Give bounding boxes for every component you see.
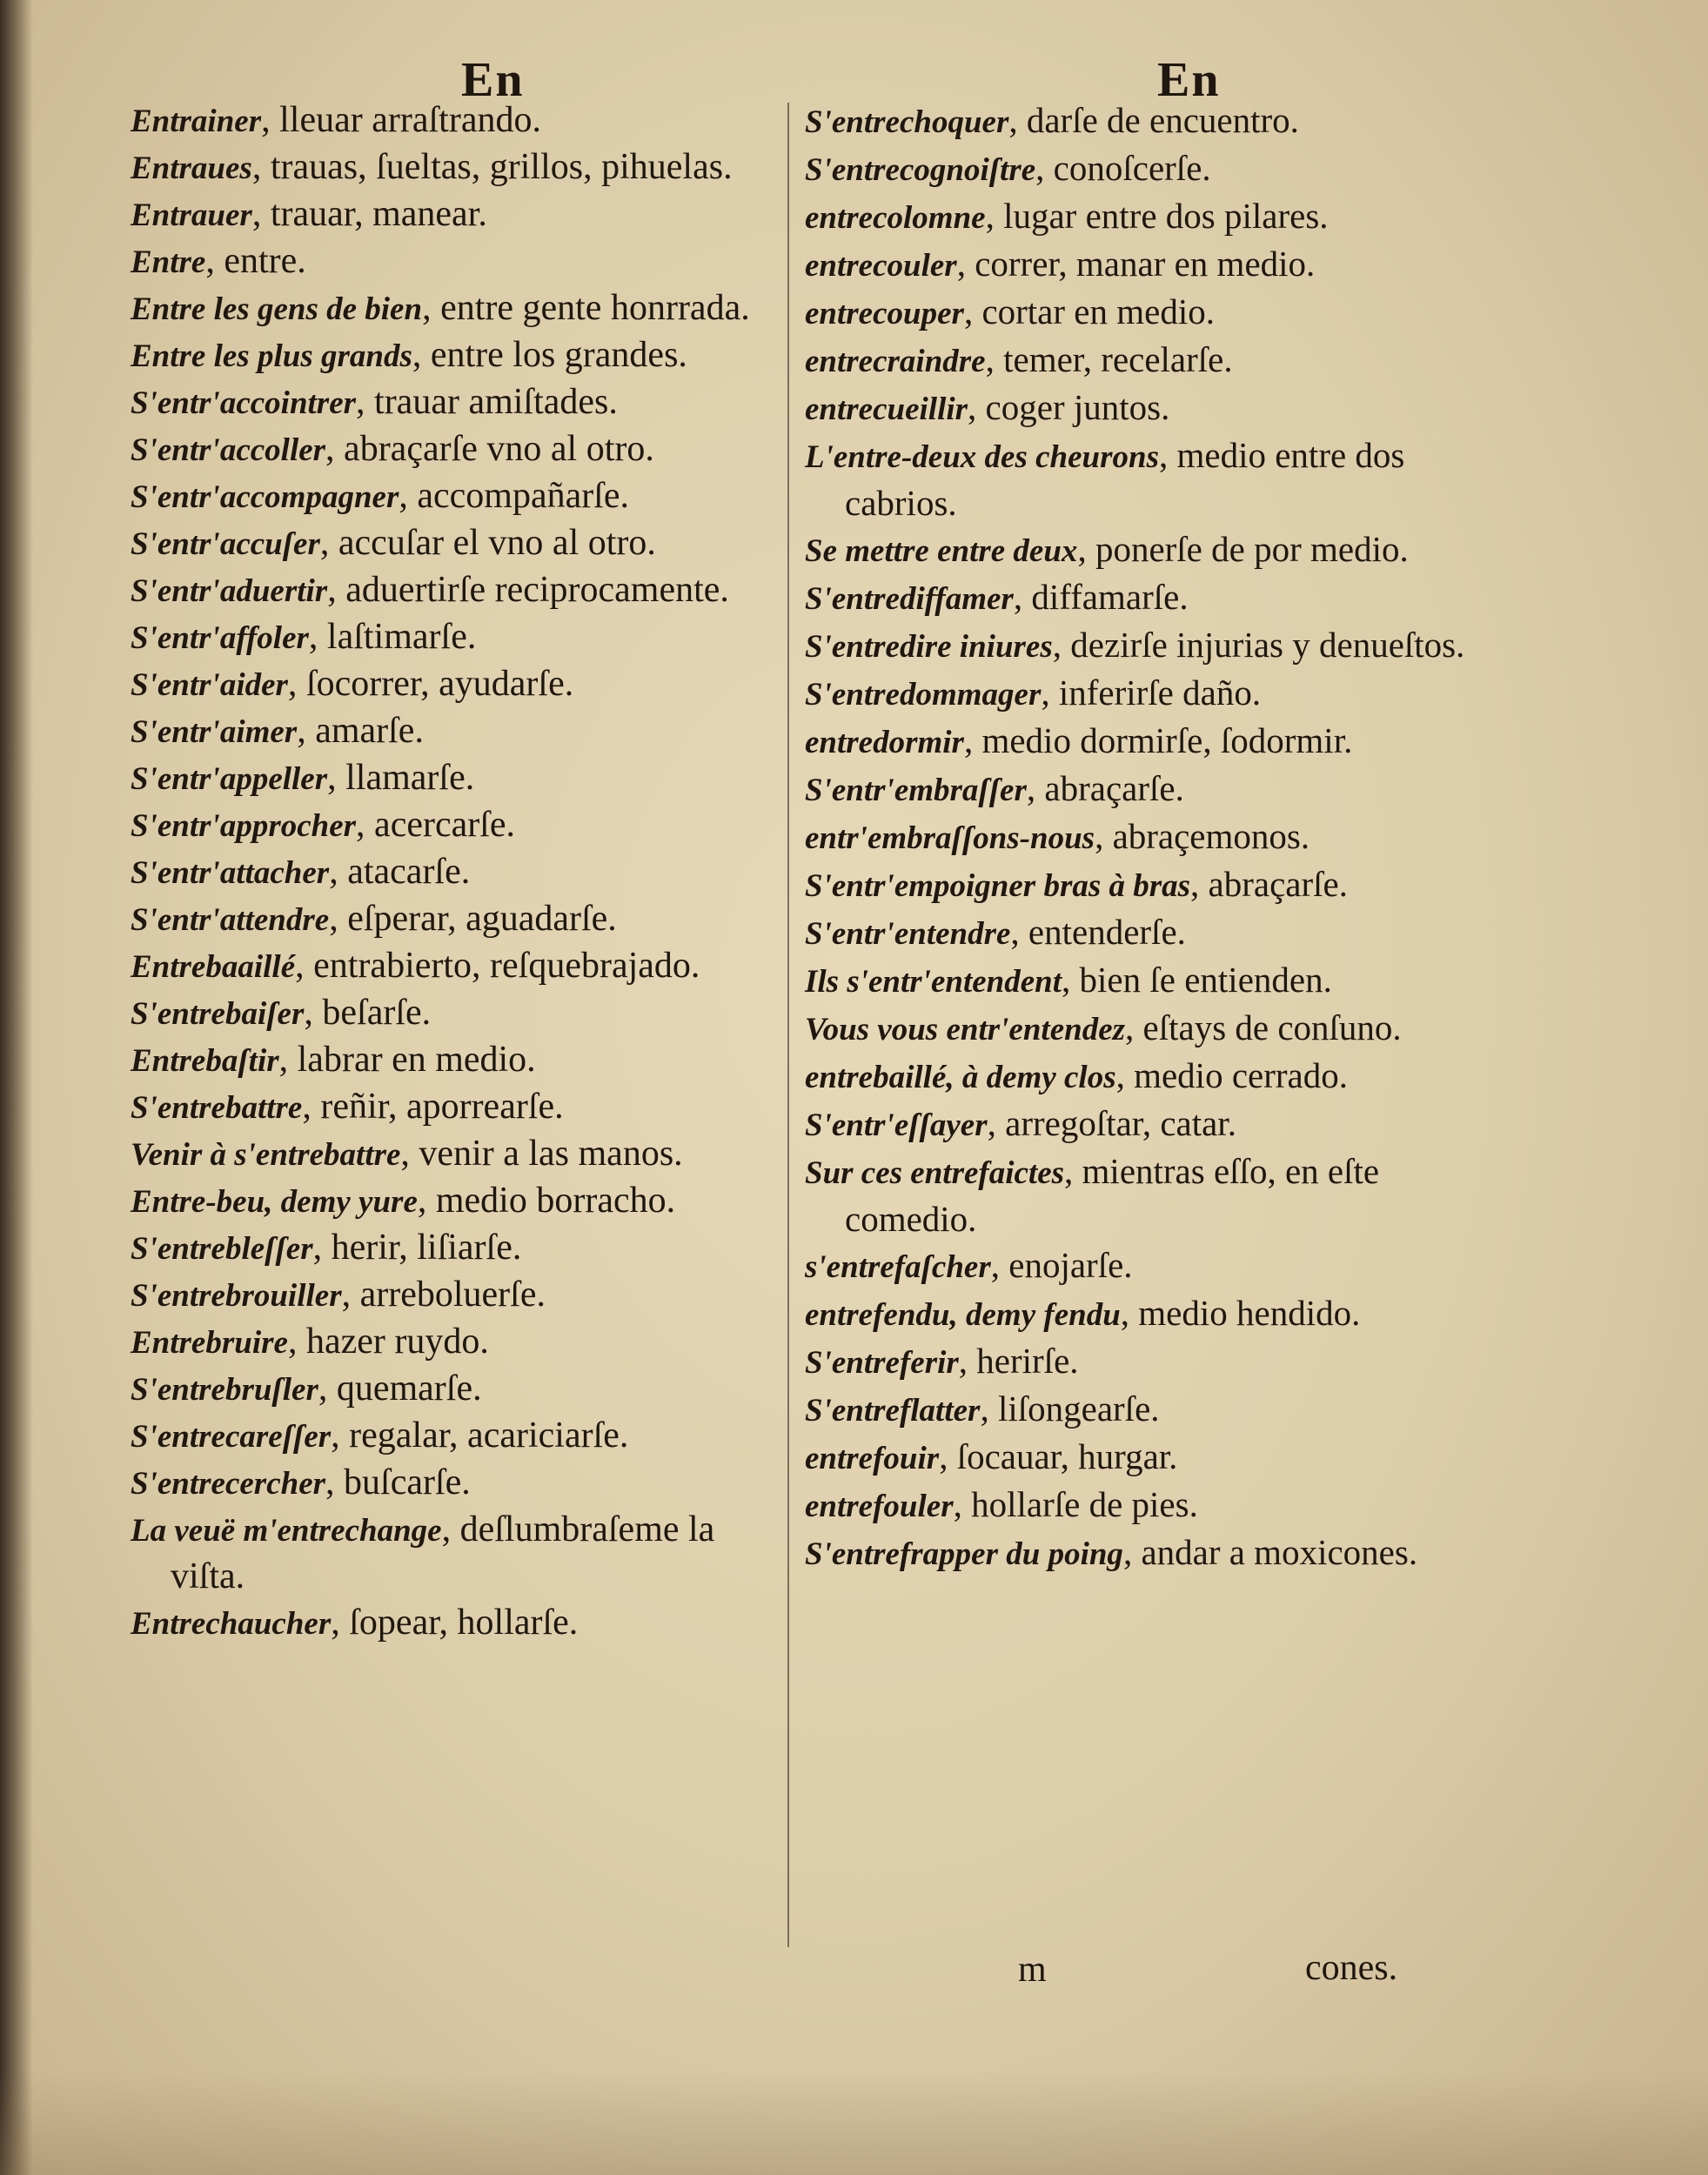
dictionary-entry xyxy=(131,755,774,802)
entry-headword: S'entr'attendre xyxy=(131,902,330,938)
entry-translation: , entenderſe. xyxy=(1010,912,1186,952)
dictionary-entry xyxy=(131,1037,774,1084)
entry-headword: S'entreflatter xyxy=(805,1393,981,1429)
entry-headword: entrefendu, demy fendu xyxy=(805,1297,1121,1333)
entry-translation: , coger juntos. xyxy=(968,387,1170,427)
dictionary-entry xyxy=(131,896,774,943)
entry-headword: Entre-beu, demy yure xyxy=(131,1184,418,1220)
entry-translation: , atacarſe. xyxy=(329,852,471,892)
entry-translation: , temer, recelarſe. xyxy=(985,339,1233,379)
entry-headword: S'entreferir xyxy=(805,1345,959,1381)
column-divider xyxy=(787,103,789,1947)
entry-translation: , diffamarſe. xyxy=(1013,577,1189,617)
entry-translation: , venir a las manos. xyxy=(400,1134,683,1174)
entry-headword: La veuë m'entrechange xyxy=(131,1513,442,1549)
entry-translation: , conoſcerſe. xyxy=(1035,148,1211,188)
entry-translation: , entre los grandes. xyxy=(412,335,687,375)
entry-translation: , llamarſe. xyxy=(327,758,475,798)
dictionary-entry xyxy=(805,909,1466,957)
entry-headword: entrebaillé, à demy clos xyxy=(805,1060,1116,1095)
entry-translation: , enojarſe. xyxy=(990,1245,1133,1285)
entry-headword: S'entr'accointrer xyxy=(131,385,357,421)
dictionary-entry xyxy=(805,670,1466,718)
entry-headword: L'entre-deux des cheurons xyxy=(805,439,1159,475)
dictionary-entry xyxy=(805,145,1466,193)
dictionary-entry xyxy=(131,332,774,379)
entry-translation: , ſocauar, hurgar. xyxy=(939,1436,1178,1476)
entry-translation: , andar a moxicones. xyxy=(1122,1532,1418,1572)
dictionary-entry xyxy=(131,238,774,285)
dictionary-entry xyxy=(131,1319,774,1366)
entry-translation: , darſe de encuentro. xyxy=(1008,100,1299,140)
dictionary-entry xyxy=(131,661,774,708)
dictionary-entry xyxy=(131,285,774,332)
dictionary-entry xyxy=(805,1005,1466,1053)
entry-headword: Entrainer xyxy=(131,104,262,139)
entry-headword: Entrechaucher xyxy=(131,1606,332,1642)
entry-translation: , herirſe. xyxy=(958,1341,1079,1381)
entry-translation: , eſtays de conſuno. xyxy=(1125,1007,1402,1047)
entry-translation: , herir, liſiarſe. xyxy=(312,1228,522,1268)
entry-translation: , cortar en medio. xyxy=(963,291,1215,331)
running-head-right: En xyxy=(1157,53,1221,107)
entry-headword: S'entr'appeller xyxy=(131,761,328,797)
dictionary-entry xyxy=(805,574,1466,622)
entry-headword: Entre les gens de bien xyxy=(131,291,423,327)
dictionary-entry xyxy=(805,718,1466,766)
binding-shadow xyxy=(0,0,33,2175)
entry-headword: S'entrebaiſer xyxy=(131,996,305,1032)
left-column xyxy=(131,97,774,1647)
entry-translation: , mientras eſſo, en eſte comedio. xyxy=(845,1151,1380,1239)
dictionary-entry xyxy=(805,385,1466,432)
entry-translation: , eſperar, aguadarſe. xyxy=(329,899,617,939)
entry-translation: , trauas, ſueltas, grillos, pihuelas. xyxy=(251,147,733,187)
entry-translation: , accompañarſe. xyxy=(399,476,630,516)
entry-translation: , correr, manar en medio. xyxy=(956,244,1316,284)
dictionary-entry xyxy=(131,520,774,567)
entry-translation: , arreboluerſe. xyxy=(341,1275,546,1315)
entry-headword: S'entr'entendre xyxy=(805,916,1011,952)
dictionary-entry xyxy=(805,337,1466,385)
entry-headword: Entraues xyxy=(131,151,252,186)
entry-headword: S'entrecercher xyxy=(131,1466,326,1502)
entry-headword: entrecouper xyxy=(805,296,964,331)
entry-translation: , liſongearſe. xyxy=(980,1389,1160,1429)
dictionary-entry xyxy=(131,849,774,896)
dictionary-entry xyxy=(805,241,1466,289)
right-column xyxy=(805,97,1466,1577)
entry-headword: Ils s'entr'entendent xyxy=(805,964,1062,1000)
dictionary-entry xyxy=(131,990,774,1037)
dictionary-entry xyxy=(805,193,1466,241)
entry-translation: , dezirſe injurias y denueſtos. xyxy=(1052,625,1465,665)
entry-translation: , ſocorrer, ayudarſe. xyxy=(287,664,574,704)
entry-translation: , acercarſe. xyxy=(356,805,516,845)
dictionary-entry xyxy=(131,1225,774,1272)
entry-headword: S'entrefrapper du poing xyxy=(805,1536,1123,1572)
entry-headword: S'entr'accompagner xyxy=(131,479,399,515)
entry-headword: S'entrebleſſer xyxy=(131,1231,313,1267)
entry-headword: Se mettre entre deux xyxy=(805,533,1078,569)
entry-translation: , trauar, manear. xyxy=(251,194,487,234)
dictionary-entry xyxy=(805,1101,1466,1148)
dictionary-entry xyxy=(805,957,1466,1005)
dictionary-entry xyxy=(805,1529,1466,1577)
entry-translation: , entrabierto, reſquebrajado. xyxy=(295,946,700,986)
entry-translation: , deſlumbraſeme la viſta. xyxy=(171,1509,715,1596)
dictionary-entry xyxy=(131,1413,774,1460)
dictionary-entry xyxy=(805,1434,1466,1482)
entry-translation: , trauar amiſtades. xyxy=(356,382,618,422)
entry-headword: s'entrefaſcher xyxy=(805,1249,991,1285)
entry-translation: , labrar en medio. xyxy=(278,1040,536,1080)
entry-headword: entrecueillir xyxy=(805,392,968,427)
entry-headword: Venir à s'entrebattre xyxy=(131,1137,401,1173)
entry-translation: , medio cerrado. xyxy=(1115,1055,1348,1095)
dictionary-entry xyxy=(131,708,774,755)
entry-translation: , lugar entre dos pilares. xyxy=(985,196,1329,236)
entry-headword: S'entrebattre xyxy=(131,1090,303,1126)
dictionary-entry xyxy=(131,1272,774,1319)
entry-translation: , bien ſe entienden. xyxy=(1062,960,1332,1000)
entry-translation: , arregoſtar, catar. xyxy=(987,1103,1236,1143)
dictionary-entry xyxy=(131,426,774,473)
entry-headword: entrecraindre xyxy=(805,344,986,379)
entry-translation: , lleuar arraſtrando. xyxy=(261,100,541,140)
dictionary-entry xyxy=(131,1366,774,1413)
entry-translation: , reñir, aporrearſe. xyxy=(302,1087,564,1127)
dictionary-entry xyxy=(805,766,1466,813)
dictionary-entry xyxy=(805,1386,1466,1434)
dictionary-entry xyxy=(131,144,774,191)
entry-translation: , abraçarſe. xyxy=(1026,768,1184,808)
dictionary-entry xyxy=(131,1507,774,1600)
page-edge-shading xyxy=(0,2071,1708,2175)
entry-headword: Vous vous entr'entendez xyxy=(805,1012,1126,1047)
dictionary-entry xyxy=(131,1600,774,1647)
entry-headword: S'entr'eſſayer xyxy=(805,1108,988,1143)
entry-headword: entrecolomne xyxy=(805,200,986,236)
dictionary-entry xyxy=(131,1131,774,1178)
entry-headword: Entre xyxy=(131,244,206,280)
dictionary-entry xyxy=(131,1178,774,1225)
entry-translation: , ſopear, hollarſe. xyxy=(331,1603,579,1643)
entry-headword: S'entr'aider xyxy=(131,667,288,703)
dictionary-entry xyxy=(805,97,1466,145)
dictionary-entry xyxy=(131,191,774,238)
signature-mark: m xyxy=(1018,1950,1047,1990)
entry-headword: S'entr'approcher xyxy=(131,808,357,844)
entry-translation: , regalar, acariciarſe. xyxy=(331,1415,629,1456)
dictionary-entry xyxy=(131,567,774,614)
entry-headword: S'entr'affoler xyxy=(131,620,309,656)
entry-headword: S'entrecognoiſtre xyxy=(805,152,1036,188)
dictionary-entry xyxy=(131,379,774,426)
entry-translation: , amarſe. xyxy=(297,711,424,751)
entry-headword: Entre les plus grands xyxy=(131,338,412,374)
dictionary-entry xyxy=(131,97,774,144)
entry-headword: Sur ces entrefaictes xyxy=(805,1155,1065,1191)
entry-translation: , hollarſe de pies. xyxy=(953,1484,1198,1524)
entry-headword: S'entrebrouiller xyxy=(131,1278,342,1314)
entry-headword: entrefouir xyxy=(805,1441,940,1476)
entry-headword: S'entr'accoller xyxy=(131,432,326,468)
entry-translation: , abraçemonos. xyxy=(1095,816,1310,856)
entry-translation: , medio dormirſe, ſodormir. xyxy=(963,720,1353,760)
dictionary-entry xyxy=(805,861,1466,909)
entry-headword: entr'embraſſons-nous xyxy=(805,820,1095,856)
entry-translation: , laſtimarſe. xyxy=(308,617,477,657)
dictionary-entry xyxy=(805,526,1466,574)
entry-translation: , accuſar el vno al otro. xyxy=(319,523,656,563)
entry-headword: entrefouler xyxy=(805,1489,954,1524)
entry-headword: Entrebaaillé xyxy=(131,949,296,985)
dictionary-entry xyxy=(805,1053,1466,1101)
entry-headword: S'entredommager xyxy=(805,677,1042,713)
entry-translation: , medio entre dos cabrios. xyxy=(845,435,1405,523)
entry-headword: Entrebruire xyxy=(131,1325,288,1361)
entry-headword: S'entr'accuſer xyxy=(131,526,320,562)
entry-translation: , inferirſe daño. xyxy=(1041,673,1262,713)
entry-headword: S'entrecareſſer xyxy=(131,1419,332,1455)
entry-headword: S'entredire iniures xyxy=(805,629,1053,665)
entry-headword: Entrebaſtir xyxy=(131,1043,279,1079)
dictionary-entry xyxy=(131,1084,774,1131)
entry-headword: S'entrediffamer xyxy=(805,581,1014,617)
dictionary-entry xyxy=(131,802,774,849)
dictionary-entry xyxy=(131,473,774,520)
dictionary-entry xyxy=(805,1482,1466,1529)
entry-headword: S'entr'aduertir xyxy=(131,573,328,609)
dictionary-entry xyxy=(131,943,774,990)
dictionary-entry xyxy=(805,1242,1466,1290)
dictionary-entry xyxy=(805,1148,1466,1242)
dictionary-entry xyxy=(805,432,1466,526)
entry-headword: entredormir xyxy=(805,725,964,760)
entry-headword: Entrauer xyxy=(131,197,252,233)
entry-translation: , abraçarſe vno al otro. xyxy=(325,429,654,469)
entry-translation: , medio hendido. xyxy=(1120,1293,1361,1333)
entry-translation: , buſcarſe. xyxy=(325,1462,471,1502)
dictionary-entry xyxy=(805,622,1466,670)
entry-headword: S'entrechoquer xyxy=(805,104,1009,140)
entry-headword: S'entr'empoigner bras à bras xyxy=(805,868,1191,904)
entry-translation: , entre gente honrrada. xyxy=(422,288,750,328)
dictionary-entry xyxy=(131,1460,774,1507)
entry-headword: S'entr'embraſſer xyxy=(805,773,1027,808)
dictionary-entry xyxy=(131,614,774,661)
entry-translation: , abraçarſe. xyxy=(1190,864,1348,904)
entry-headword: S'entr'attacher xyxy=(131,855,330,891)
entry-headword: entrecouler xyxy=(805,248,957,284)
entry-translation: , quemarſe. xyxy=(318,1369,482,1409)
dictionary-entry xyxy=(805,1290,1466,1338)
dictionary-entry xyxy=(805,1338,1466,1386)
entry-headword: S'entrebruſler xyxy=(131,1372,318,1408)
running-head-left: En xyxy=(461,53,525,107)
entry-translation: , medio borracho. xyxy=(417,1181,676,1221)
dictionary-entry xyxy=(805,289,1466,337)
entry-translation: , beſarſe. xyxy=(304,993,432,1033)
entry-headword: S'entr'aimer xyxy=(131,714,298,750)
entry-translation: , hazer ruydo. xyxy=(287,1322,489,1362)
entry-translation: , entre. xyxy=(205,241,306,281)
entry-translation: , ponerſe de por medio. xyxy=(1077,529,1409,569)
dictionary-entry xyxy=(805,813,1466,861)
catchword: cones. xyxy=(1305,1948,1398,1988)
entry-translation: , aduertirſe reciprocamente. xyxy=(327,570,729,610)
